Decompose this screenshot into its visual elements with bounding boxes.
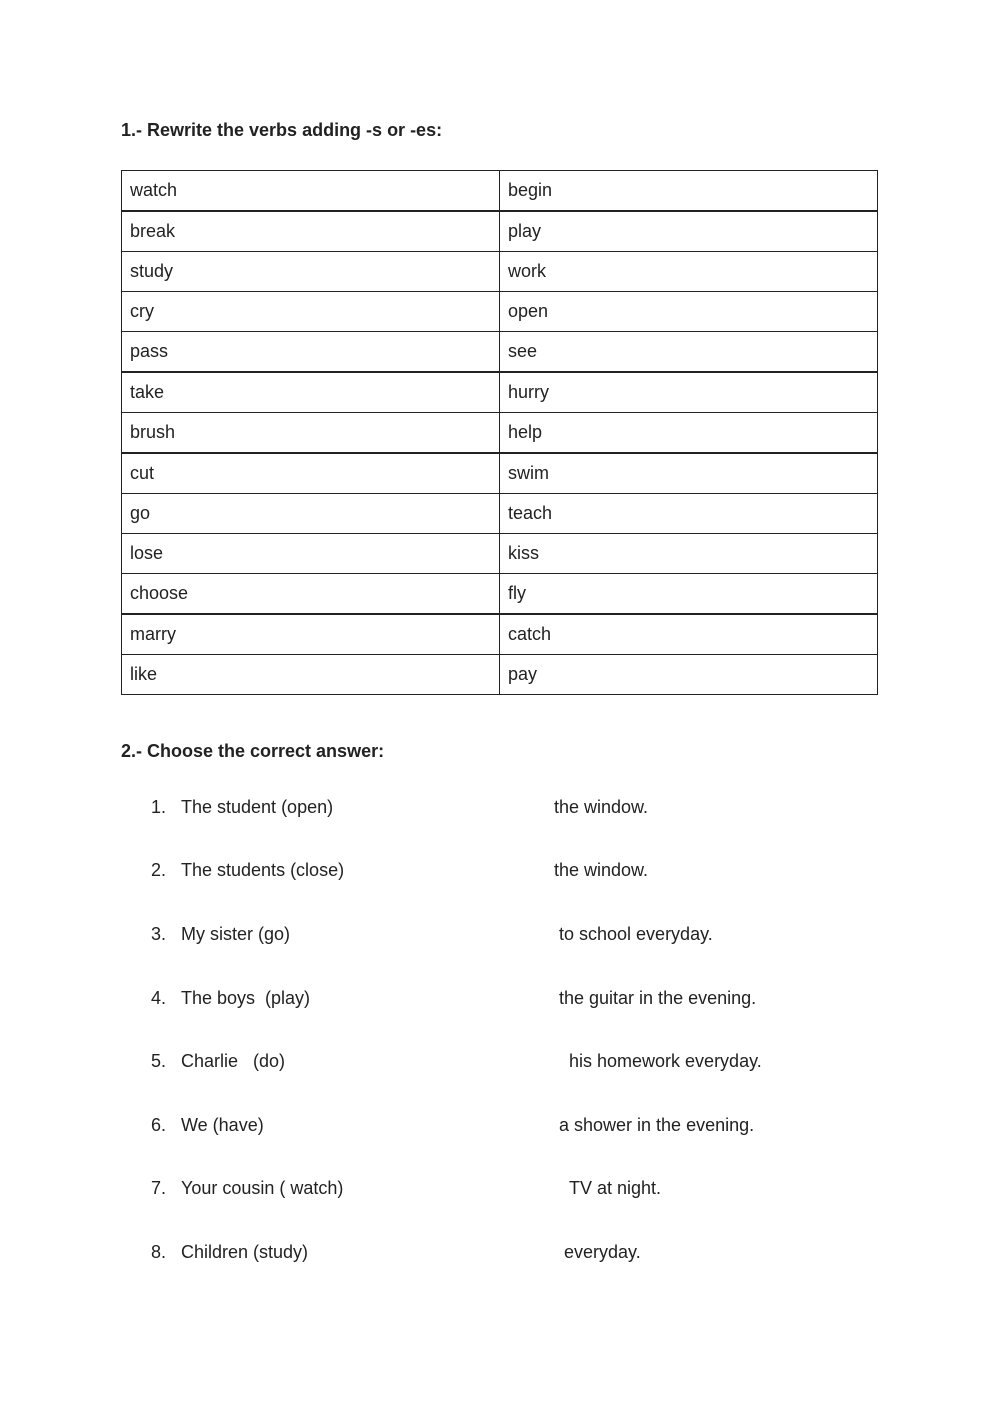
question-stem: The students (close) — [181, 860, 345, 880]
table-row — [122, 655, 878, 695]
question-number: 5. — [151, 1051, 167, 1071]
question-item — [0, 860, 1000, 890]
verb-cell: play — [500, 211, 878, 252]
verb-cell: lose — [122, 534, 500, 574]
question-number: 6. — [151, 1115, 167, 1135]
table-row — [122, 252, 878, 292]
verb-cell: see — [500, 332, 878, 373]
table-row — [122, 171, 878, 212]
table-row — [122, 413, 878, 454]
section-1-title: 1.- Rewrite the verbs adding -s or -es: — [121, 120, 443, 140]
verb-cell: teach — [500, 494, 878, 534]
question-item — [0, 1051, 1000, 1081]
section-2-title: 2.- Choose the correct answer: — [121, 741, 385, 761]
question-number: 7. — [151, 1178, 167, 1198]
verb-cell: like — [122, 655, 500, 695]
verbs-table — [121, 170, 878, 695]
verb-cell: help — [500, 413, 878, 454]
question-item — [0, 797, 1000, 827]
question-number: 2. — [151, 860, 167, 880]
question-stem: The boys (play) — [181, 988, 311, 1008]
question-number: 4. — [151, 988, 167, 1008]
question-tail: to school everyday. — [559, 924, 713, 944]
verb-cell: go — [122, 494, 500, 534]
verb-cell: kiss — [500, 534, 878, 574]
table-row — [122, 494, 878, 534]
question-number: 1. — [151, 797, 167, 817]
question-item — [0, 1178, 1000, 1208]
question-number: 3. — [151, 924, 167, 944]
verb-cell: brush — [122, 413, 500, 454]
verb-cell: marry — [122, 614, 500, 655]
table-row — [122, 453, 878, 494]
verb-cell: hurry — [500, 372, 878, 413]
verb-cell: pass — [122, 332, 500, 373]
question-stem: The student (open) — [181, 797, 334, 817]
verb-cell: cut — [122, 453, 500, 494]
verb-cell: fly — [500, 574, 878, 615]
verb-cell: break — [122, 211, 500, 252]
question-stem: Charlie (do) — [181, 1051, 286, 1071]
table-row — [122, 211, 878, 252]
question-stem: My sister (go) — [181, 924, 291, 944]
question-item — [0, 1242, 1000, 1272]
question-stem: We (have) — [181, 1115, 264, 1135]
table-row — [122, 614, 878, 655]
table-row — [122, 332, 878, 373]
verb-cell: swim — [500, 453, 878, 494]
table-row — [122, 372, 878, 413]
question-tail: everyday. — [564, 1242, 641, 1262]
verb-cell: cry — [122, 292, 500, 332]
question-stem: Your cousin ( watch) — [181, 1178, 344, 1198]
verb-cell: pay — [500, 655, 878, 695]
verb-cell: open — [500, 292, 878, 332]
question-tail: TV at night. — [569, 1178, 662, 1198]
question-stem: Children (study) — [181, 1242, 309, 1262]
question-item — [0, 988, 1000, 1018]
verb-cell: catch — [500, 614, 878, 655]
question-tail: his homework everyday. — [569, 1051, 762, 1071]
question-tail: a shower in the evening. — [559, 1115, 755, 1135]
table-row — [122, 534, 878, 574]
table-row — [122, 574, 878, 615]
verb-cell: choose — [122, 574, 500, 615]
table-row — [122, 292, 878, 332]
verb-cell: watch — [122, 171, 500, 212]
question-tail: the guitar in the evening. — [559, 988, 757, 1008]
verb-cell: take — [122, 372, 500, 413]
question-item — [0, 1115, 1000, 1145]
question-tail: the window. — [554, 860, 649, 880]
question-number: 8. — [151, 1242, 167, 1262]
verb-cell: study — [122, 252, 500, 292]
question-tail: the window. — [554, 797, 649, 817]
verb-cell: begin — [500, 171, 878, 212]
question-item — [0, 924, 1000, 954]
verb-cell: work — [500, 252, 878, 292]
